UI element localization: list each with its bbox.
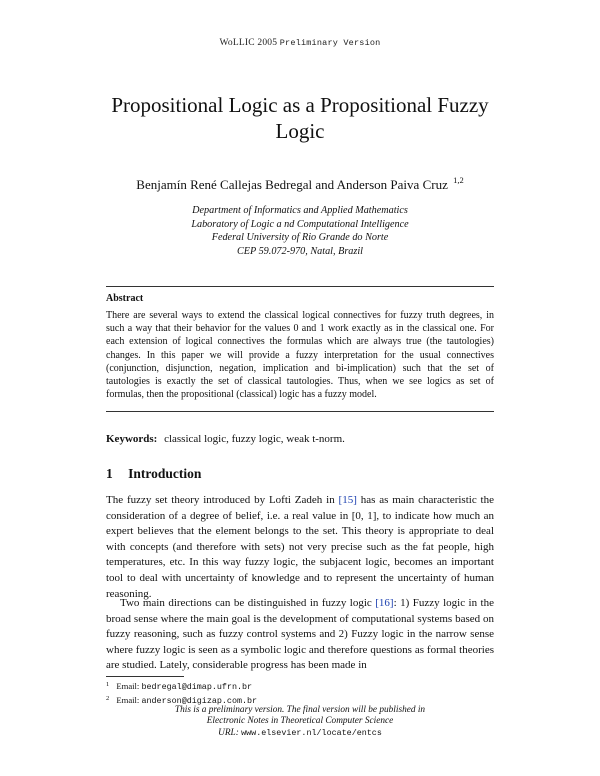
citation-link[interactable]: [16]: [375, 597, 394, 609]
notice-line: Electronic Notes in Theoretical Computer Science: [206, 716, 394, 727]
footnote: [106, 679, 257, 693]
affiliation-line: Department of Informatics and Applied Mathematics: [192, 205, 408, 216]
paragraph-text: has as main characteristic the consideration of a degree of belief, i.e. a real value in [0, 1], to indicate how much an expert believes that the element belongs to the set. This theory is appropriate to deal with concepts (and therefore with sets) not very precise such as the fat people, high temperatures, etc. In this way fuzzy logic, the subjacent logic, becomes an important tool to deal with uncertainty of knowledge and to represent the uncertainty of human reasoning.: [106, 494, 494, 600]
footnote-mark: 2: [106, 695, 110, 702]
header-label: Preliminary Version: [279, 38, 381, 48]
affiliation-line: Laboratory of Logic a nd Computational Intelligence: [191, 218, 409, 230]
paragraph-text: Two main directions can be distinguished in fuzzy logic: [120, 597, 376, 609]
footnotes: [106, 679, 257, 707]
footnote-rule: [106, 676, 184, 677]
abstract-text: There are several ways to extend the classical logical connectives for fuzzy truth degrees, in such a way that their behavior for the values 0 and 1 work exactly as in the classical one. For each extension of logical connectives the formulas which are always true (the tautologies) changes. In this paper we will provide a fuzzy interpretation for the usual connectives (conjunction, disjunction, negation, implication and bi-implication) such that the set of tautologies is exactly the set of classical tautologies. Thus, when we see logics as set of formulas, then the propositional (classical) logic has a fuzzy model.: [106, 310, 494, 401]
footnote-label: Email:: [116, 681, 140, 691]
running-header: [0, 38, 600, 48]
author-footnote-marks: 1,2: [453, 175, 464, 185]
section-heading: [106, 466, 201, 482]
affiliation-block: [100, 204, 500, 258]
paper-title: Propositional Logic as a Propositional Fuzzy Logic: [111, 93, 489, 143]
author-names: Benjamín René Callejas Bedregal and Anderson Paiva Cruz: [136, 177, 448, 192]
header-conference: WoLLIC 2005: [219, 38, 278, 48]
author-line: [60, 175, 540, 193]
footnote-label: Email:: [116, 695, 140, 705]
preliminary-notice: [100, 705, 500, 739]
footnote-mark: 1: [106, 681, 110, 688]
abstract-top-rule: [106, 286, 494, 287]
section-number: 1: [106, 466, 113, 481]
notice-line: This is a preliminary version. The final version will be published in: [174, 705, 426, 715]
keywords-text: classical logic, fuzzy logic, weak t-norm.: [164, 433, 345, 445]
paragraph-text: The fuzzy set theory introduced by Lofti Zadeh in: [106, 494, 339, 506]
paragraph-text: : 1) Fuzzy logic in the broad sense where the main goal is the development of computational systems based on fuzzy reasoning, such as fuzzy control systems and 2) Fuzzy logic in the narrow sense where fuzzy logic is seen as a symbolic logic and therefore questions as formal theories are studied. Lately, considerable progress has been made in: [106, 597, 494, 672]
affiliation-line: Federal University of Rio Grande do Norte: [211, 232, 389, 244]
abstract-heading: Abstract: [106, 293, 144, 304]
intro-paragraph-2: [106, 596, 494, 674]
affiliation-line: CEP 59.072-970, Natal, Brazil: [236, 245, 364, 257]
intro-paragraph-1: [106, 493, 494, 602]
footnote-email: bedregal@dimap.ufrn.br: [141, 682, 253, 692]
abstract-bottom-rule: [106, 411, 494, 412]
notice-url: www.elsevier.nl/locate/entcs: [241, 727, 382, 738]
citation-link[interactable]: [15]: [338, 494, 357, 506]
notice-url-line: [100, 728, 500, 739]
keywords-label: Keywords:: [106, 433, 158, 445]
section-title: Introduction: [128, 466, 202, 481]
keywords-line: [106, 433, 494, 445]
footnote-email: anderson@digizap.com.br: [141, 696, 258, 706]
url-label: URL:: [218, 727, 239, 738]
